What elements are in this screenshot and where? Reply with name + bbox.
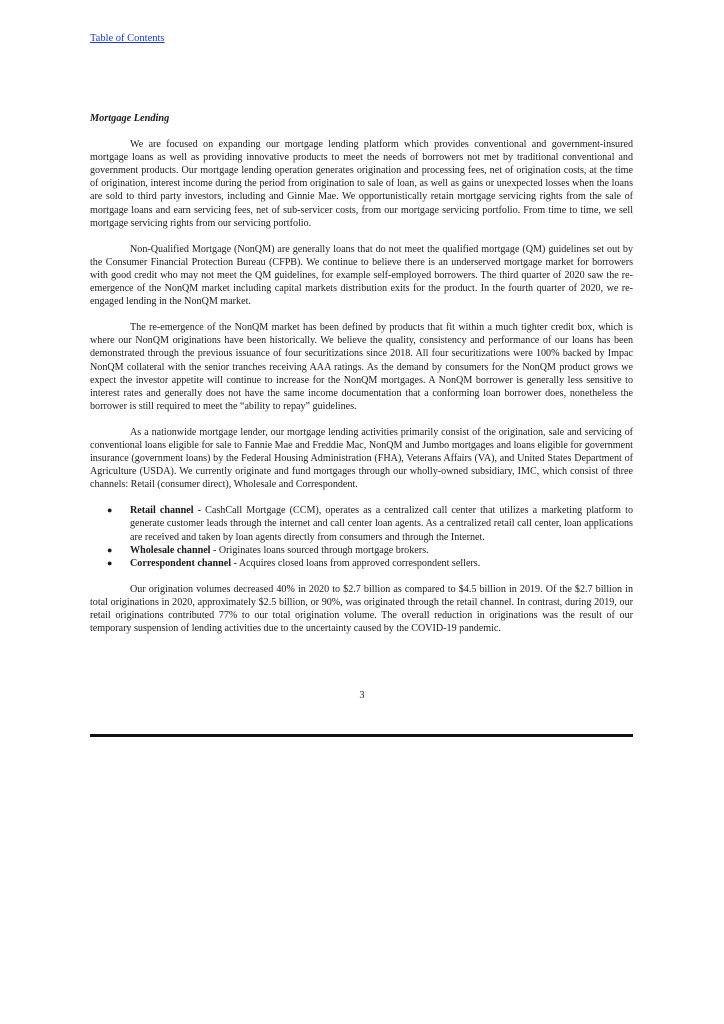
paragraph-origination-volumes: Our origination volumes decreased 40% in 2020 to $2.7 billion as compared to $4.5 billion in 2019. Of the $2.7 billion in total originations in 2020, approximately $2.5 billion, or 90%, was originated through the retail channel. In contrast, during 2019, our retail originations contributed 77% to our total origination volume. The overall reduction in originations was the result of our temporary suspension of lending activities due to the uncertainty caused by the COVID-19 pandemic. [90,583,633,635]
bullet-icon: ● [107,544,113,555]
list-item [107,557,633,570]
paragraph-nonqm-reemergence: The re-emergence of the NonQM market has been defined by products that fit within a much tighter credit box, which is where our NonQM originations have been historically. We believe the quality, consistency and performance of our loans has been demonstrated through the previous issuance of four securitizations since 2018. All four securitizations were 100% backed by Impac NonQM collateral with the senior tranches receiving AAA ratings. As the demand by consumers for the NonQM product grows we expect the investor appetite will continue to increase for the NonQM mortgages. A NonQM borrower is generally less sensitive to interest rates and generally does not have the same income documentation that a conforming loan borrower does, nonetheless the borrower is still required to meet the “ability to repay” guidelines. [90,322,633,412]
list-item [107,544,633,557]
section-title: Mortgage Lending [90,113,170,124]
channel-name: Correspondent channel [130,557,232,569]
channel-name: Retail channel [130,505,194,517]
bullet-icon: ● [107,505,113,516]
document-body [90,112,633,648]
channel-name: Wholesale channel [130,544,211,556]
list-item [107,504,633,543]
page-divider [90,734,633,737]
channel-description: - Originates loans sourced through mortgage brokers. [210,544,429,556]
channel-description: - CashCall Mortgage (CCM), operates as a centralized call center that utilizes a marketing platform to generate customer leads through the internet and call center loan agents. As a centralized retail call center, loan applications are received and taken by loan agents directly from consumers and through the Internet. [130,505,633,543]
channel-list [90,504,633,569]
table-of-contents-link[interactable]: Table of Contents [90,33,165,44]
bullet-icon: ● [107,557,113,568]
page-number: 3 [359,690,365,701]
channel-description: - Acquires closed loans from approved correspondent sellers. [231,557,481,569]
paragraph-nonqm-definition: Non-Qualified Mortgage (NonQM) are generally loans that do not meet the qualified mortgage (QM) guidelines set out by the Consumer Financial Protection Bureau (CFPB). We continue to believe there is an underserved mortgage market for borrowers with good credit who may not meet the QM guidelines, for example self-employed borrowers. The third quarter of 2020 saw the re-emergence of the NonQM market including capital markets distribution exits for the product. In the fourth quarter of 2020, we re-engaged lending in the NonQM market. [90,243,633,308]
paragraph-overview: We are focused on expanding our mortgage lending platform which provides conventional and government-insured mortgage loans as well as providing innovative products to meet the needs of borrowers not met by traditional conventional and government products. Our mortgage lending operation generates origination and processing fees, net of origination costs, at the time of origination, interest income during the period from origination to sale of loan, as well as gains or unexpected losses when the loans are sold to third party investors, including and Ginnie Mae. We opportunistically retain mortgage servicing rights from the sale of mortgage loans and earn servicing fees, net of sub-servicer costs, from our mortgage servicing portfolio. From time to time, we sell mortgage servicing rights from our servicing portfolio. [90,139,633,229]
paragraph-channels-intro: As a nationwide mortgage lender, our mortgage lending activities primarily consist of the origination, sale and servicing of conventional loans eligible for sale to Fannie Mae and Freddie Mac, NonQM and Jumbo mortgages and loans eligible for government insurance (government loans) by the Federal Housing Administration (FHA), Veterans Affairs (VA), and United States Department of Agriculture (USDA). We currently originate and fund mortgages through our wholly-owned subsidiary, IMC, which consist of three channels: Retail (consumer direct), Wholesale and Correspondent. [90,426,633,491]
